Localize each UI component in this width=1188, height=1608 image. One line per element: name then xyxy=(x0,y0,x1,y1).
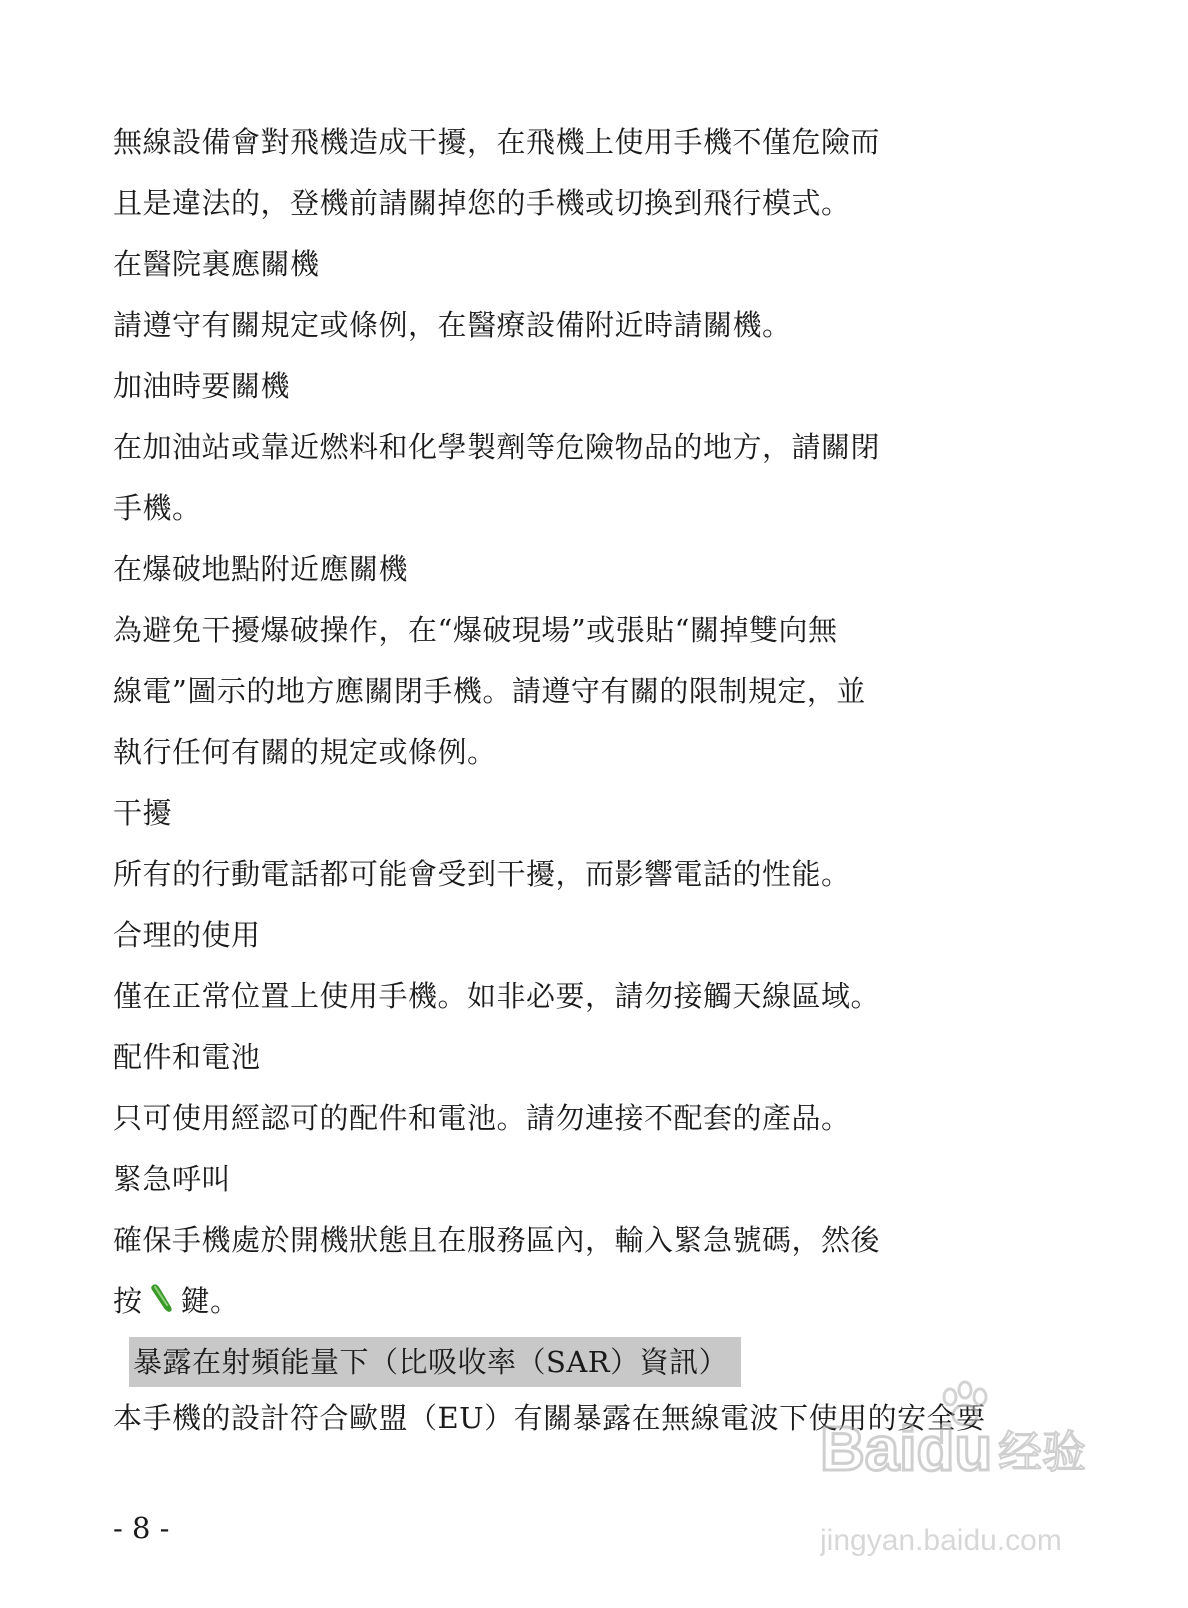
text-line: 為避免干擾爆破操作，在“爆破現場”或張貼“關掉雙向無 xyxy=(113,613,838,647)
text-line: 請遵守有關規定或條例，在醫療設備附近時請關機。 xyxy=(113,308,792,342)
text-line: 且是違法的，登機前請關掉您的手機或切換到飛行模式。 xyxy=(113,186,851,220)
call-key-icon xyxy=(147,1281,177,1315)
text-line: 執行任何有關的規定或條例。 xyxy=(113,735,497,769)
subheading-blasting: 在爆破地點附近應關機 xyxy=(113,552,409,586)
subheading-hospital: 在醫院裏應關機 xyxy=(113,247,320,281)
text-line: 本手機的設計符合歐盟（EU）有關暴露在無線電波下使用的安全要 xyxy=(113,1401,986,1435)
svg-text:经验: 经验 xyxy=(998,1427,1086,1478)
baidu-watermark xyxy=(820,1375,1090,1575)
text-line: 線電”圖示的地方應關閉手機。請遵守有關的限制規定，並 xyxy=(113,674,866,708)
subheading-refuel: 加油時要關機 xyxy=(113,369,291,403)
text-line: 僅在正常位置上使用手機。如非必要，請勿接觸天線區域。 xyxy=(113,979,881,1013)
text-line: 無線設備會對飛機造成干擾，在飛機上使用手機不僅危險而 xyxy=(113,125,881,159)
subheading-accessories: 配件和電池 xyxy=(113,1040,261,1074)
subheading-proper-use: 合理的使用 xyxy=(113,918,261,952)
page-number: - 8 - xyxy=(113,1511,170,1545)
press-key-before: 按 xyxy=(113,1284,143,1318)
svg-text:Baidu: Baidu xyxy=(820,1415,993,1484)
subheading-interference: 干擾 xyxy=(113,796,173,830)
press-key-after: 鍵。 xyxy=(180,1284,240,1318)
watermark-url: jingyan.baidu.com xyxy=(820,1524,1062,1557)
text-line: 只可使用經認可的配件和電池。請勿連接不配套的產品。 xyxy=(113,1101,851,1135)
text-line: 在加油站或靠近燃料和化學製劑等危險物品的地方，請關閉 xyxy=(113,430,881,464)
text-line: 確保手機處於開機狀態且在服務區內，輸入緊急號碼，然後 xyxy=(113,1223,881,1257)
subheading-emergency: 緊急呼叫 xyxy=(113,1162,232,1196)
text-line: 手機。 xyxy=(113,491,202,525)
section-heading-bar xyxy=(129,1337,741,1387)
section-heading: 暴露在射頻能量下（比吸收率（SAR）資訊） xyxy=(133,1345,729,1379)
text-line: 所有的行動電話都可能會受到干擾，而影響電話的性能。 xyxy=(113,857,851,891)
press-key-line xyxy=(113,1281,240,1321)
